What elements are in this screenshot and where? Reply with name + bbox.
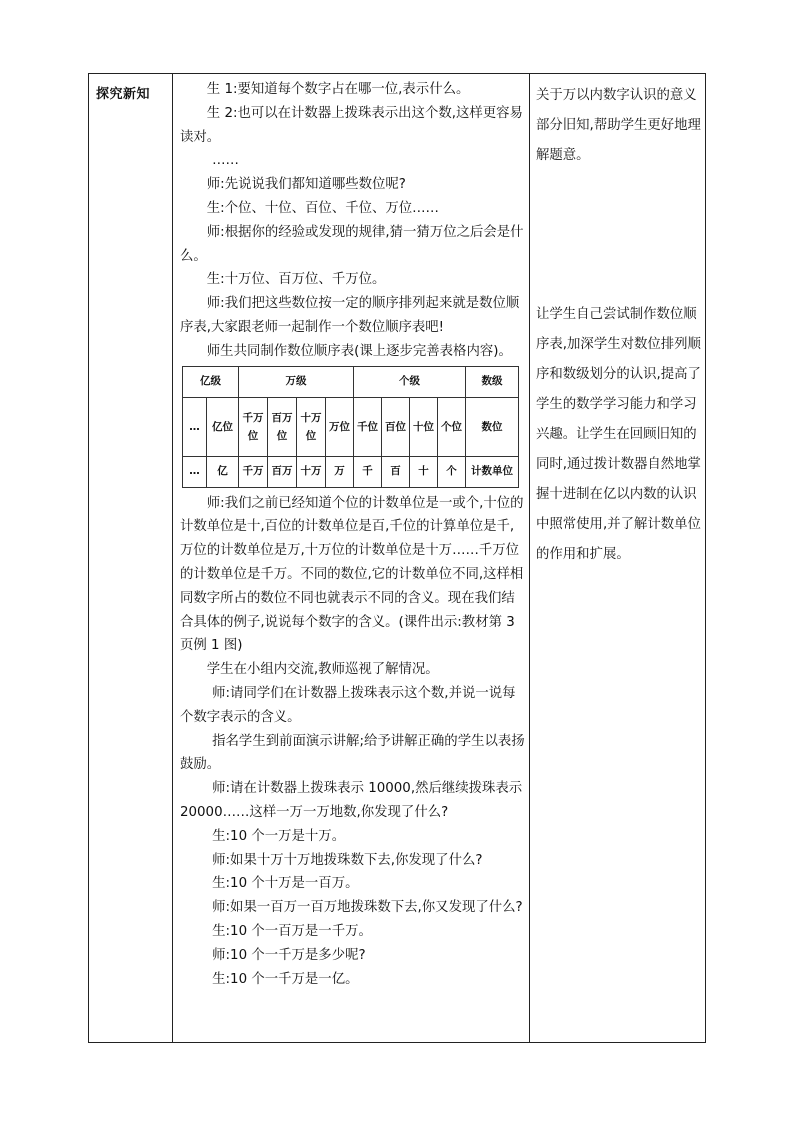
place-cell: 千万位	[239, 397, 268, 456]
paragraph: 师生共同制作数位顺序表(课上逐步完善表格内容)。	[206, 343, 512, 359]
paragraph: 师:我们之前已经知道个位的计数单位是一或个,十位的计数单位是十,百位的计数单位是百,千位的计算单位是千,万位的计数单位是万,十万位的计数单位是十万……千万位的计数单位是千万。不同的数位,它的计数单位不同,这样相同数字所占的数位不同也就表示不同的含义。现在我们结合具体的例子,说说每个数字的含义。(课件出示:教材第 3 页例 1 图)	[180, 495, 524, 654]
design-note: 让学生自己尝试制作数位顺序表,加深学生对数位排列顺序和数级划分的认识,提高了学生的数学学习能力和学习兴趣。让学生在回顾旧知的同时,通过拨计数器自然地掌握十进制在亿以内数的认识中照常使用,并了解计数单位的作用和扩展。	[536, 307, 701, 562]
paragraph: 师:如果十万十万地拨珠数下去,你发现了什么?	[212, 852, 483, 868]
paragraph: ……	[212, 153, 239, 169]
unit-cell: 十	[410, 456, 438, 487]
paragraph: 师:根据你的经验或发现的规律,猜一猜万位之后会是什么。	[180, 224, 524, 264]
paragraph: 生 2:也可以在计数器上拨珠表示出这个数,这样更容易读对。	[180, 105, 523, 145]
column-divider	[529, 74, 530, 1042]
unit-cell: …	[183, 456, 207, 487]
paragraph: 生:十万位、百万位、千万位。	[206, 272, 386, 288]
paragraph: 师:如果一百万一百万地拨珠数下去,你又发现了什么?	[212, 900, 523, 916]
section-label: 探究新知	[96, 87, 151, 102]
place-cell: 数位	[466, 397, 519, 456]
lesson-content	[180, 78, 525, 991]
paragraph: 师:请在计数器上拨珠表示 10000,然后继续拨珠表示 20000……这样一万一万地数,你发现了什么?	[180, 781, 523, 820]
paragraph: 师:10 个一千万是多少呢?	[212, 947, 366, 963]
unit-cell: 万	[326, 456, 354, 487]
group-cell: 万级	[239, 366, 354, 397]
paragraph: 师:请同学们在计数器上拨珠表示这个数,并说一说每个数字表示的含义。	[180, 685, 516, 725]
column-divider	[172, 74, 173, 1042]
unit-cell: 十万	[297, 456, 326, 487]
place-cell: 千位	[354, 397, 382, 456]
unit-cell: 百万	[268, 456, 297, 487]
paragraph: 学生在小组内交流,教师巡视了解情况。	[206, 662, 439, 678]
group-cell: 个级	[354, 366, 466, 397]
place-cell: 百位	[382, 397, 410, 456]
group-cell: 亿级	[183, 366, 239, 397]
paragraph: 师:先说说我们都知道哪些数位呢?	[206, 177, 406, 193]
paragraph: 生 1:要知道每个数字占在哪一位,表示什么。	[206, 82, 470, 97]
paragraph: 生:10 个一百万是一千万。	[212, 923, 372, 939]
group-cell: 数级	[466, 366, 519, 397]
place-cell: 亿位	[207, 397, 239, 456]
unit-cell: 计数单位	[466, 456, 519, 487]
paragraph: 师:我们把这些数位按一定的顺序排列起来就是数位顺序表,大家跟老师一起制作一个数位顺序表吧!	[180, 296, 520, 335]
unit-cell: 个	[438, 456, 466, 487]
paragraph: 生:个位、十位、百位、千位、万位……	[206, 200, 439, 216]
paragraph: 指名学生到前面演示讲解;给予讲解正确的学生以表扬鼓励。	[180, 733, 525, 773]
place-cell: 十万位	[297, 397, 326, 456]
unit-cell: 百	[382, 456, 410, 487]
lesson-table	[88, 73, 706, 1043]
unit-cell: 千	[354, 456, 382, 487]
paragraph: 生:10 个十万是一百万。	[212, 876, 359, 892]
unit-cell: 亿	[207, 456, 239, 487]
place-cell: 百万位	[268, 397, 297, 456]
unit-cell: 千万	[239, 456, 268, 487]
place-cell: 个位	[438, 397, 466, 456]
place-cell: 十位	[410, 397, 438, 456]
place-cell: …	[183, 397, 207, 456]
design-note: 关于万以内数字认识的意义部分旧知,帮助学生更好地理解题意。	[536, 88, 701, 163]
paragraph: 生:10 个一万是十万。	[212, 828, 346, 844]
place-cell: 万位	[326, 397, 354, 456]
paragraph: 生:10 个一千万是一亿。	[212, 971, 359, 987]
place-value-table	[182, 366, 519, 488]
